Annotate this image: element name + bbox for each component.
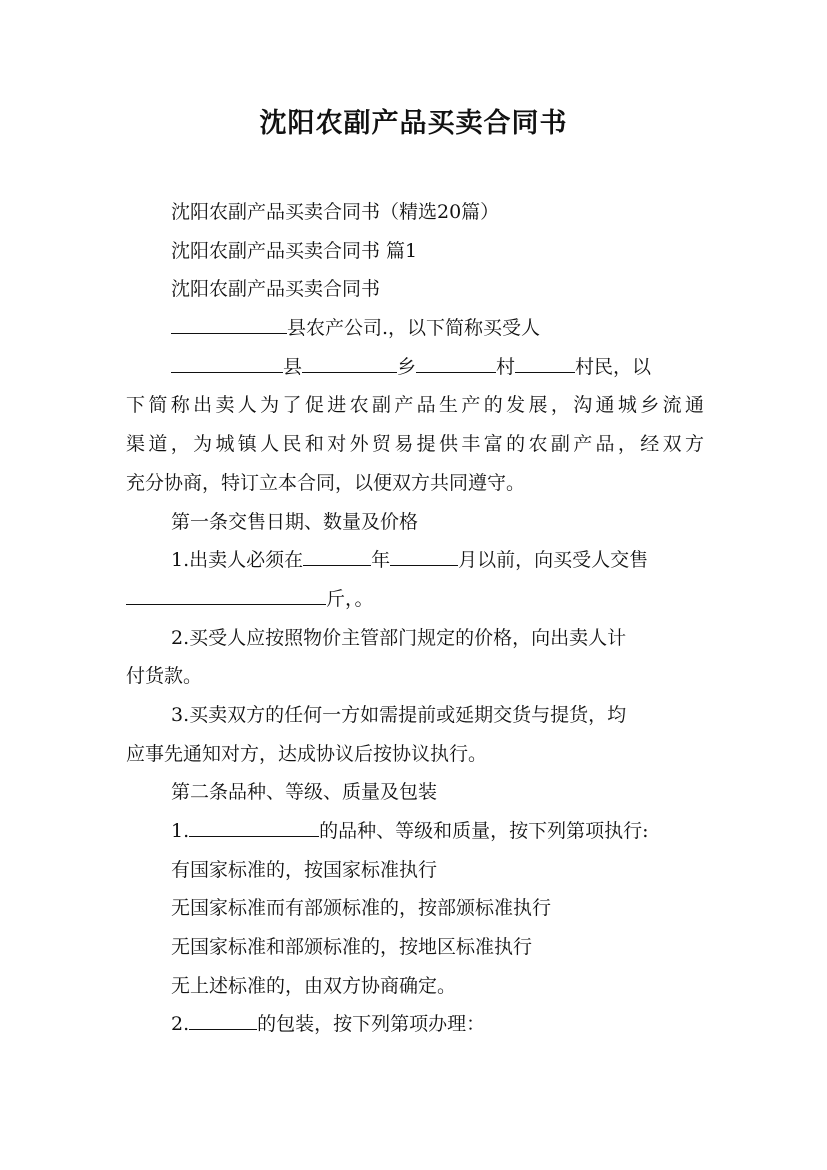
a2-2-prefix: 2. xyxy=(171,1013,190,1036)
seller-village-label: 村 xyxy=(496,355,516,378)
standard-item-3: 无国家标准和部颁标准的，按地区标准执行 xyxy=(171,936,533,959)
article1-heading: 第一条交售日期、数量及价格 xyxy=(171,510,419,533)
month-blank xyxy=(390,546,458,566)
quantity-blank xyxy=(126,585,326,605)
article2-clause2 xyxy=(126,1005,704,1044)
document-title: 沈阳农副产品买卖合同书 xyxy=(259,108,568,139)
seller-county-label: 县 xyxy=(283,355,303,378)
preamble-line-2: 下简称出卖人为了促进农副产品生产的发展，沟通城乡流通 xyxy=(126,394,704,417)
buyer-line-text: 县农产公司.，以下简称买受人 xyxy=(287,317,541,340)
year-blank xyxy=(303,546,371,566)
article2-clause1 xyxy=(126,812,704,851)
seller-township-blank xyxy=(302,353,397,373)
seller-line xyxy=(126,348,704,387)
a2-1-text: 的品种、等级和质量，按下列第项执行: xyxy=(319,820,649,842)
part-heading: 沈阳农副产品买卖合同书 篇1 xyxy=(171,239,418,262)
seller-county-blank xyxy=(171,353,283,373)
a1-1-year: 年 xyxy=(371,549,391,572)
article1-clause2-line1: 2.买受人应按照物价主管部门规定的价格，向出卖人计 xyxy=(171,626,627,649)
a1-1-unit: 斤，。 xyxy=(326,587,374,610)
standard-item-4: 无上述标准的，由双方协商确定。 xyxy=(171,974,457,997)
a1-1-prefix: 1.出卖人必须在 xyxy=(171,549,304,572)
seller-villager-blank xyxy=(515,353,575,373)
contract-heading: 沈阳农副产品买卖合同书 xyxy=(171,278,381,301)
seller-villager-label: 村民，以 xyxy=(575,355,652,378)
document-body xyxy=(126,193,704,1044)
article1-clause1-line2 xyxy=(126,580,704,619)
a1-1-month: 月以前，向买受人交售 xyxy=(458,549,649,572)
a2-2-text: 的包装，按下列第项办理： xyxy=(257,1013,486,1036)
product-blank xyxy=(189,817,319,837)
seller-village-blank xyxy=(416,353,496,373)
article1-clause3-line2: 应事先通知对方，达成协议后按协议执行。 xyxy=(126,742,488,765)
standard-item-1: 有国家标准的，按国家标准执行 xyxy=(171,858,438,881)
subtitle-line: 沈阳农副产品买卖合同书（精选20篇） xyxy=(171,201,500,223)
preamble-line-4: 充分协商，特订立本合同，以便双方共同遵守。 xyxy=(126,471,526,494)
buyer-line xyxy=(126,309,704,348)
article2-heading: 第二条品种、等级、质量及包装 xyxy=(171,781,438,804)
buyer-name-blank xyxy=(171,314,287,334)
packaging-blank xyxy=(189,1010,257,1030)
article1-clause2-line2: 付货款。 xyxy=(126,665,203,688)
seller-township-label: 乡 xyxy=(397,355,417,378)
a2-1-prefix: 1. xyxy=(171,820,190,842)
preamble-line-3: 渠道，为城镇人民和对外贸易提供丰富的农副产品，经双方 xyxy=(126,433,704,456)
article1-clause3-line1: 3.买卖双方的任何一方如需提前或延期交货与提货，均 xyxy=(171,703,627,726)
article1-clause1-line1 xyxy=(126,541,704,580)
standard-item-2: 无国家标准而有部颁标准的，按部颁标准执行 xyxy=(171,897,552,920)
